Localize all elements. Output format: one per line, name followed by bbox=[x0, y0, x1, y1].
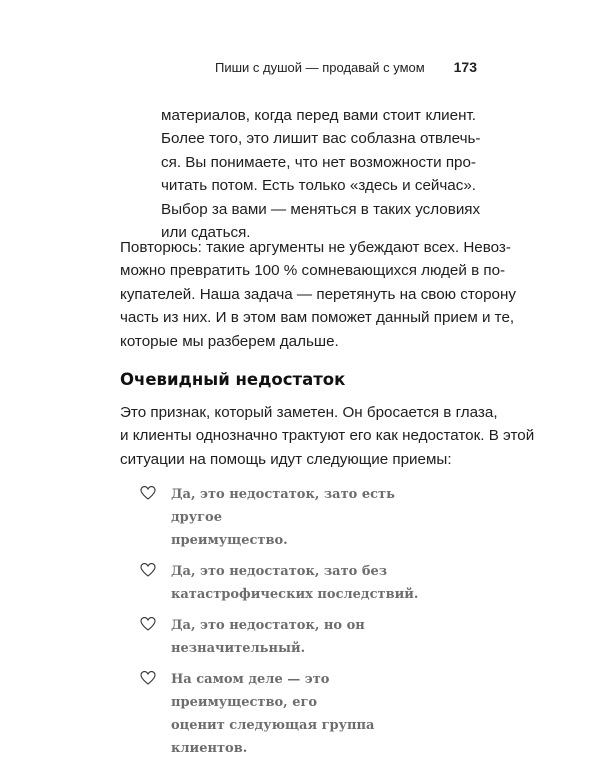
list-item-text: Да, это недостаток, зато без катастрофических последствий. bbox=[171, 564, 419, 602]
running-title: Пиши с душой — продавай с умом bbox=[215, 60, 425, 75]
paragraph-line: и клиенты однозначно трактуют его как недостаток. В этой bbox=[120, 427, 535, 445]
body-paragraph bbox=[120, 401, 535, 471]
paragraph-line: ситуации на помощь идут следующие приемы: bbox=[120, 450, 452, 468]
body-paragraph bbox=[120, 236, 516, 353]
paragraph-line: часть из них. И в этом вам поможет данный прием и те, bbox=[120, 309, 515, 327]
section-heading: Очевидный недостаток bbox=[120, 370, 346, 389]
heart-outline-icon bbox=[140, 485, 156, 501]
quote-line: материалов, когда перед вами стоит клиент. bbox=[161, 107, 476, 124]
quote-line: или сдаться. bbox=[161, 224, 251, 242]
heart-outline-icon bbox=[140, 562, 156, 578]
paragraph-line: Повторюсь: такие аргументы не убеждают всех. Невоз- bbox=[120, 239, 511, 256]
list-item bbox=[140, 560, 440, 606]
heart-outline-icon bbox=[140, 670, 156, 686]
technique-list bbox=[140, 483, 440, 768]
quote-line: Более того, это лишит вас соблазна отвлечь- bbox=[161, 130, 481, 148]
indented-quote bbox=[161, 104, 481, 244]
list-item-text: Да, это недостаток, но он незначительный. bbox=[171, 618, 365, 656]
paragraph-line: которые мы разберем дальше. bbox=[120, 332, 339, 350]
page-number: 173 bbox=[453, 59, 477, 75]
quote-line: читать потом. Есть только «здесь и сейчас». bbox=[161, 177, 476, 195]
quote-line: ся. Вы понимаете, что нет возможности про- bbox=[161, 153, 476, 171]
paragraph-line: Это признак, который заметен. Он бросается в глаза, bbox=[120, 404, 498, 421]
list-item bbox=[140, 668, 440, 760]
quote-line: Выбор за вами — меняться в таких условиях bbox=[161, 200, 481, 218]
list-item-text: Да, это недостаток, зато есть другое преимущество. bbox=[171, 487, 395, 548]
list-item-text: На самом деле — это преимущество, его оценит следующая группа клиентов. bbox=[171, 672, 375, 756]
list-item bbox=[140, 483, 440, 552]
paragraph-line: можно превратить 100 % сомневающихся людей в по- bbox=[120, 262, 506, 280]
list-item bbox=[140, 614, 440, 660]
paragraph-line: купателей. Наша задача — перетянуть на свою сторону bbox=[120, 285, 516, 303]
heart-outline-icon bbox=[140, 616, 156, 632]
